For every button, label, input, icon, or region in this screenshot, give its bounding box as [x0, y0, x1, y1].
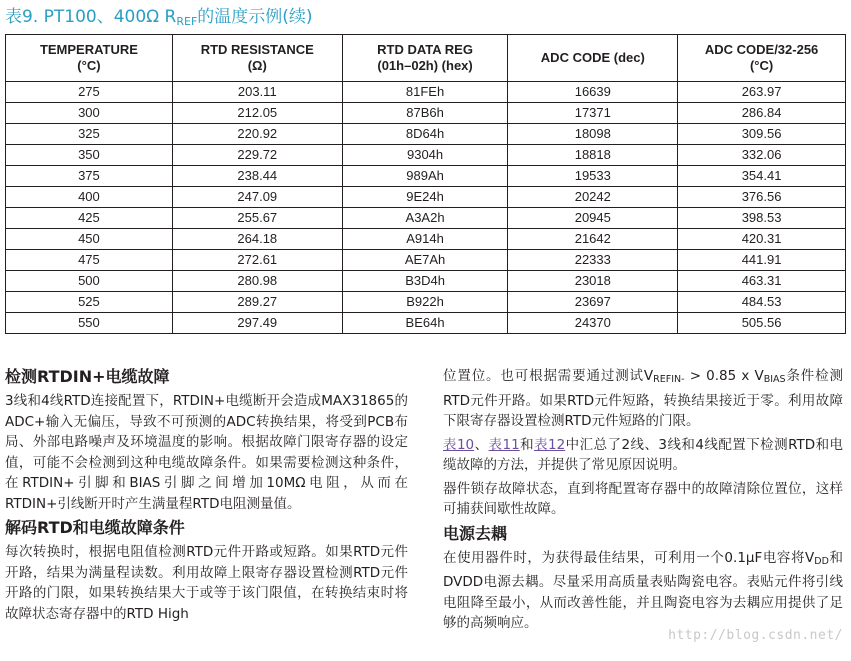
cell-rtd-data-reg: A914h — [342, 229, 508, 250]
cell-rtd-data-reg: B922h — [342, 292, 508, 313]
heading-decode-faults: 解码RTD和电缆故障条件 — [5, 518, 185, 537]
table-row — [6, 271, 846, 292]
link-table-10[interactable]: 表10 — [443, 436, 475, 453]
cell-rtd-data-reg: 87B6h — [342, 103, 508, 124]
heading-decoupling: 电源去耦 — [443, 523, 508, 543]
cell-adc-code-temp: 354.41 — [678, 166, 846, 187]
left-column — [5, 366, 408, 627]
cell-adc-code-dec: 23697 — [508, 292, 678, 313]
link-table-12[interactable]: 表12 — [534, 436, 566, 453]
table-row — [6, 187, 846, 208]
cell-adc-code-dec: 17371 — [508, 103, 678, 124]
table-row — [6, 166, 846, 187]
cell-rtd-resistance: 272.61 — [172, 250, 342, 271]
table-header-row — [6, 35, 846, 82]
cell-rtd-resistance: 289.27 — [172, 292, 342, 313]
cell-rtd-data-reg: AE7Ah — [342, 250, 508, 271]
cell-temperature: 425 — [6, 208, 173, 229]
cell-adc-code-dec: 22333 — [508, 250, 678, 271]
temperature-table — [5, 34, 846, 334]
cell-adc-code-temp: 398.53 — [678, 208, 846, 229]
cell-rtd-resistance: 247.09 — [172, 187, 342, 208]
cell-adc-code-temp: 505.56 — [678, 313, 846, 334]
paragraph-fault-bit: 位置位。也可根据需要通过测试$V_{REFIN-} > 0.85$ x $V_{BIAS}$条件检测RTD元件开路。如果RTD元件短路，转换结果接近于零。利用故障下限寄存器设置检测RTD元件短路的门限。 — [443, 368, 843, 429]
table-row — [6, 229, 846, 250]
cell-rtd-resistance: 280.98 — [172, 271, 342, 292]
cell-rtd-resistance: 238.44 — [172, 166, 342, 187]
paragraph-rtdin-fault: 3线和4线RTD连接配置下，RTDIN+电缆断开会造成MAX31865的ADC+输入无偏压，导致不可预测的ADC转换结果，将受到PCB布局、外部电路噪声及环境温度的影响。根据故障门限寄存器的设定值，可能不会检测到这种电缆故障条件。如果需要检测这种条件，在RTDIN+引脚和BIAS引脚之间增加10MΩ电阻，从而在RTDIN+引线断开时产生满量程RTD电阻测量值。 — [5, 393, 408, 512]
table-title: 表9. PT100、400Ω $R_{REF}$的温度示例(续) — [5, 7, 313, 28]
cell-rtd-resistance: 297.49 — [172, 313, 342, 334]
table-row — [6, 250, 846, 271]
header-rtd-resistance: RTD RESISTANCE (Ω) — [172, 35, 342, 82]
cell-rtd-data-reg: 81FEh — [342, 82, 508, 103]
paragraph-decode-faults: 每次转换时，根据电阻值检测RTD元件开路或短路。如果RTD元件开路，结果为满量程读数。利用故障上限寄存器设置检测RTD元件开路的门限，如果转换结果大于或等于该门限值，在转换结束时将故障状态寄存器中的RTD High — [5, 544, 408, 622]
cell-rtd-data-reg: 8D64h — [342, 124, 508, 145]
cell-adc-code-dec: 24370 — [508, 313, 678, 334]
cell-temperature: 475 — [6, 250, 173, 271]
cell-temperature: 500 — [6, 271, 173, 292]
table-row — [6, 313, 846, 334]
paragraph-table-refs: 表10、表11和表12中汇总了2线、3线和4线配置下检测RTD和电缆故障的方法，并提供了常见原因说明。 — [443, 436, 844, 473]
cell-adc-code-temp: 263.97 — [678, 82, 846, 103]
paragraph-latch: 器件锁存故障状态，直到将配置寄存器中的故障清除位置位，这样可捕获间歇性故障。 — [443, 480, 843, 517]
cell-temperature: 450 — [6, 229, 173, 250]
table-row — [6, 103, 846, 124]
cell-adc-code-temp: 332.06 — [678, 145, 846, 166]
cell-rtd-resistance: 255.67 — [172, 208, 342, 229]
paragraph-decoupling: 在使用器件时，为获得最佳结果，可利用一个0.1μF电容将$V_{DD}$和DVDD电源去耦。尽量采用高质量表贴陶瓷电容。表贴元件将引线电阻降至最小，从而改善性能，并且陶瓷电容为去耦应用提供了足够的高频响应。 — [443, 549, 844, 631]
cell-rtd-data-reg: BE64h — [342, 313, 508, 334]
table-row — [6, 124, 846, 145]
cell-adc-code-dec: 16639 — [508, 82, 678, 103]
right-column — [443, 366, 843, 637]
cell-rtd-data-reg: 9E24h — [342, 187, 508, 208]
cell-adc-code-dec: 20945 — [508, 208, 678, 229]
cell-adc-code-temp: 441.91 — [678, 250, 846, 271]
watermark: http://blog.csdn.net/ — [668, 628, 843, 643]
cell-temperature: 275 — [6, 82, 173, 103]
cell-adc-code-dec: 18818 — [508, 145, 678, 166]
cell-rtd-data-reg: A3A2h — [342, 208, 508, 229]
cell-adc-code-temp: 376.56 — [678, 187, 846, 208]
cell-adc-code-dec: 19533 — [508, 166, 678, 187]
cell-temperature: 350 — [6, 145, 173, 166]
table-row — [6, 292, 846, 313]
cell-rtd-data-reg: 989Ah — [342, 166, 508, 187]
cell-adc-code-temp: 463.31 — [678, 271, 846, 292]
link-table-11[interactable]: 表11 — [488, 436, 520, 453]
cell-adc-code-dec: 23018 — [508, 271, 678, 292]
cell-temperature: 375 — [6, 166, 173, 187]
cell-rtd-resistance: 264.18 — [172, 229, 342, 250]
cell-temperature: 325 — [6, 124, 173, 145]
cell-temperature: 525 — [6, 292, 173, 313]
table-row — [6, 145, 846, 166]
table-row — [6, 82, 846, 103]
header-adc-code-dec: ADC CODE (dec) — [508, 35, 678, 82]
cell-adc-code-dec: 20242 — [508, 187, 678, 208]
cell-temperature: 300 — [6, 103, 173, 124]
cell-adc-code-dec: 21642 — [508, 229, 678, 250]
cell-rtd-data-reg: B3D4h — [342, 271, 508, 292]
table-row — [6, 208, 846, 229]
cell-temperature: 550 — [6, 313, 173, 334]
cell-adc-code-dec: 18098 — [508, 124, 678, 145]
cell-rtd-resistance: 203.11 — [172, 82, 342, 103]
cell-rtd-resistance: 229.72 — [172, 145, 342, 166]
header-temperature: TEMPERATURE (°C) — [6, 35, 173, 82]
cell-adc-code-temp: 484.53 — [678, 292, 846, 313]
cell-temperature: 400 — [6, 187, 173, 208]
cell-adc-code-temp: 286.84 — [678, 103, 846, 124]
heading-rtdin-fault: 检测RTDIN+电缆故障 — [5, 367, 170, 386]
cell-rtd-data-reg: 9304h — [342, 145, 508, 166]
header-adc-code-temp: ADC CODE/32-256 (°C) — [678, 35, 846, 82]
cell-rtd-resistance: 212.05 — [172, 103, 342, 124]
cell-adc-code-temp: 309.56 — [678, 124, 846, 145]
cell-rtd-resistance: 220.92 — [172, 124, 342, 145]
cell-adc-code-temp: 420.31 — [678, 229, 846, 250]
header-rtd-data-reg: RTD DATA REG (01h–02h) (hex) — [342, 35, 508, 82]
